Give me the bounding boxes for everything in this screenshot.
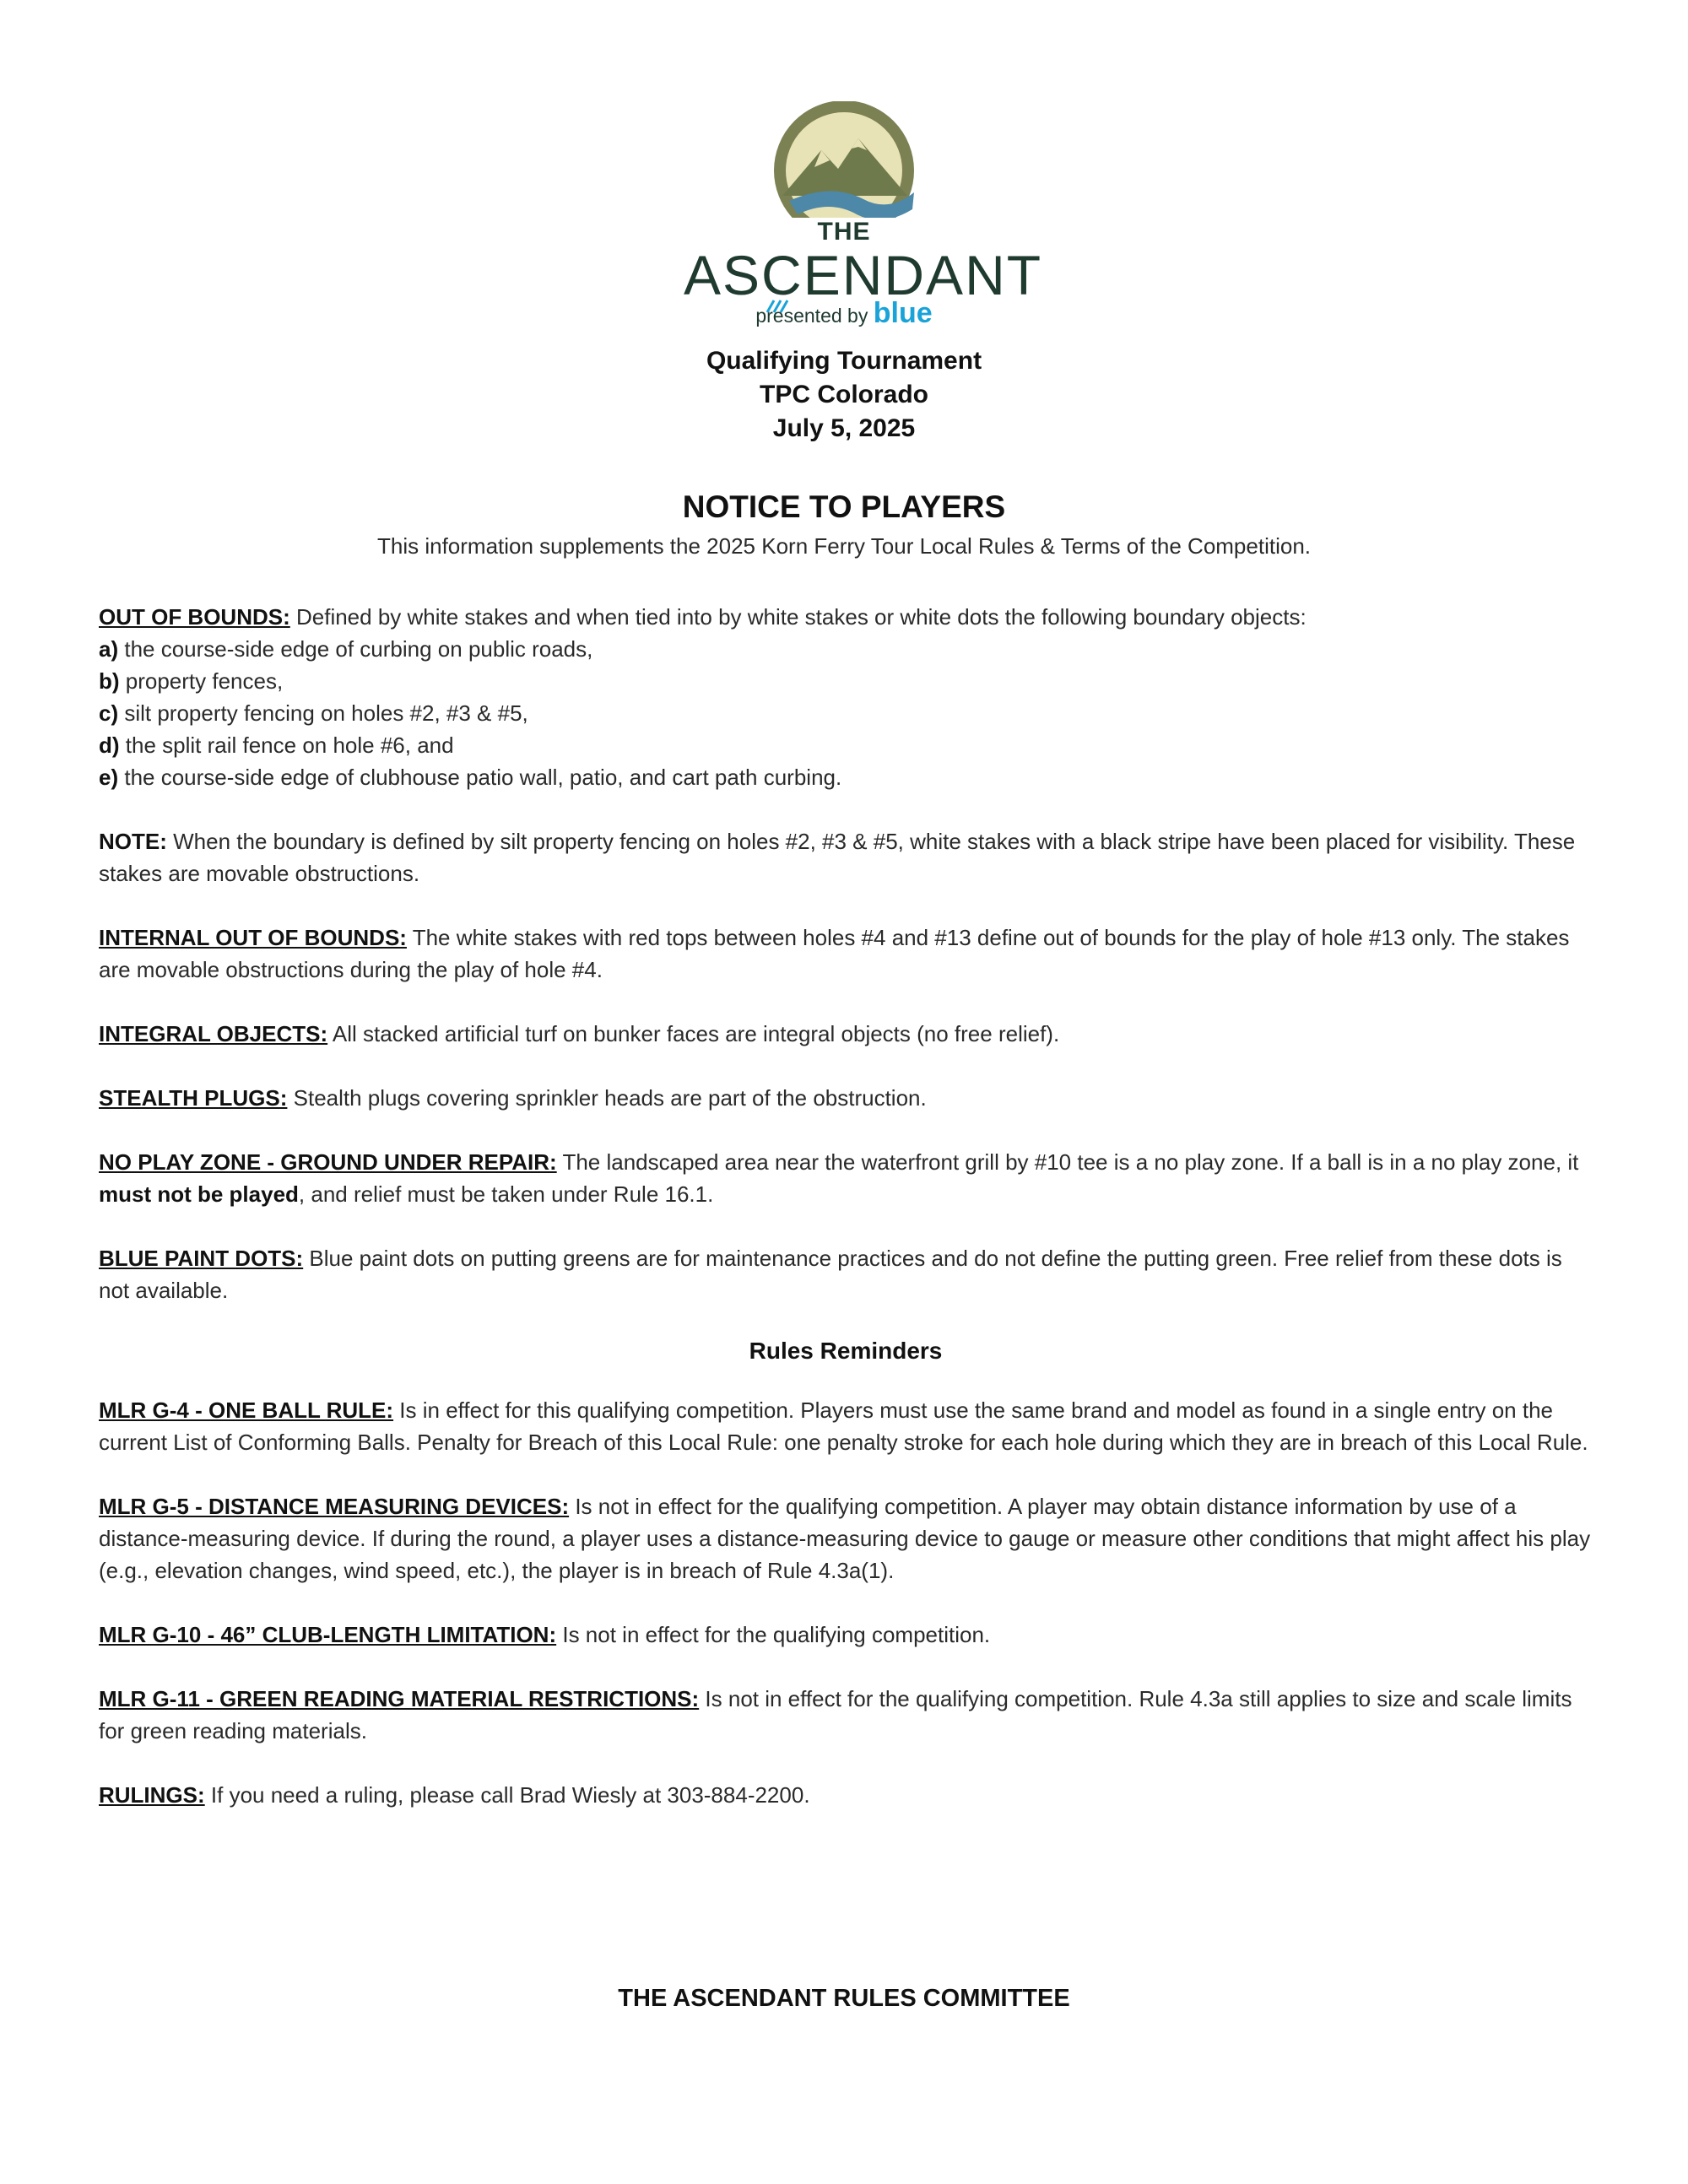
event-date: July 5, 2025: [772, 414, 916, 442]
list-item: [99, 633, 1593, 665]
list-text: silt property fencing on holes #2, #3 & #5,: [118, 700, 528, 726]
list-text: property fences,: [119, 668, 284, 694]
g5-label: MLR G-5 - DISTANCE MEASURING DEVICES:: [99, 1494, 570, 1519]
list-item: [99, 665, 1593, 697]
list-item: [99, 761, 1593, 793]
internal-oob-text: The white stakes with red tops between holes #4 and #13 define out of bounds for the play of hole #13 only. The stakes are movable obstructions during the play of hole #4.: [99, 925, 1570, 982]
logo-name-text: ASCENDANT: [684, 244, 1043, 306]
committee-signature: THE ASCENDANT RULES COMMITTEE: [618, 1985, 1070, 2012]
no-play-text: The landscaped area near the waterfront grill by #10 tee is a no play zone. If a ball is in a no play zone, it: [556, 1149, 1579, 1175]
list-item: [99, 697, 1593, 729]
g11-section: [99, 1683, 1593, 1747]
g4-section: [99, 1394, 1593, 1458]
ascendant-logo: [684, 101, 1043, 333]
rulings-section: [99, 1779, 1593, 1811]
presented-by-text: presented by: [755, 305, 868, 327]
oob-section: [99, 601, 1593, 633]
integral-label: INTEGRAL OBJECTS:: [99, 1021, 328, 1046]
g5-section: [99, 1490, 1593, 1587]
blue-dots-section: [99, 1242, 1593, 1306]
list-letter: a): [99, 636, 119, 662]
list-item: [99, 729, 1593, 761]
sponsor-blue-text: blue: [873, 297, 933, 329]
list-letter: b): [99, 668, 120, 694]
stealth-text: Stealth plugs covering sprinkler heads are part of the obstruction.: [287, 1085, 927, 1111]
list-letter: e): [99, 765, 119, 790]
no-play-text-end: , and relief must be taken under Rule 16.1.: [298, 1181, 714, 1207]
note-text: When the boundary is defined by silt property fencing on holes #2, #3 & #5, white stakes with a black stripe have been placed for visibility. These stakes are movable obstructions.: [99, 829, 1576, 886]
logo-presented-by: [684, 297, 1004, 330]
list-text: the course-side edge of clubhouse patio wall, patio, and cart path curbing.: [118, 765, 842, 790]
g11-text: Is not in effect for the qualifying competition. Rule 4.3a still applies to size and scale limits for green reading materials.: [99, 1686, 1572, 1743]
page-subtitle: This information supplements the 2025 Korn Ferry Tour Local Rules & Terms of the Competition.: [376, 533, 1311, 559]
oob-label: OUT OF BOUNDS:: [99, 604, 290, 630]
list-text: the split rail fence on hole #6, and: [119, 733, 454, 758]
g11-label: MLR G-11 - GREEN READING MATERIAL RESTRICTIONS:: [99, 1686, 700, 1711]
rulings-text: If you need a ruling, please call Brad Wiesly at 303-884-2200.: [204, 1782, 810, 1808]
internal-oob-label: INTERNAL OUT OF BOUNDS:: [99, 925, 407, 950]
rules-content: [99, 601, 1593, 1811]
sponsor-waves-icon: [764, 297, 793, 316]
no-play-label: NO PLAY ZONE - GROUND UNDER REPAIR:: [99, 1149, 557, 1175]
g4-label: MLR G-4 - ONE BALL RULE:: [99, 1397, 394, 1423]
blue-dots-label: BLUE PAINT DOTS:: [99, 1246, 304, 1271]
rules-reminders-heading: Rules Reminders: [749, 1338, 943, 1364]
g10-label: MLR G-10 - 46” CLUB-LENGTH LIMITATION:: [99, 1622, 557, 1647]
mountain-emblem-icon: [764, 101, 924, 228]
oob-text: Defined by white stakes and when tied into by white stakes or white dots the following boundary objects:: [289, 604, 1307, 630]
note-label: NOTE:: [99, 829, 167, 854]
event-venue: TPC Colorado: [760, 381, 928, 408]
page-title: NOTICE TO PLAYERS: [682, 489, 1006, 524]
integral-text: All stacked artificial turf on bunker faces are integral objects (no free relief).: [327, 1021, 1060, 1046]
no-play-emphasis: must not be played: [99, 1181, 299, 1207]
g5-text: Is not in effect for the qualifying competition. A player may obtain distance information by use of a distance-measuring device. If during the round, a player uses a distance-measuring device to gauge or measure other conditions that might affect his play (e.g., elevation changes, wind speed, etc.), the player is in breach of Rule 4.3a(1).: [99, 1494, 1591, 1583]
rulings-label: RULINGS:: [99, 1782, 205, 1808]
note-section: [99, 825, 1593, 889]
blue-dots-text: Blue paint dots on putting greens are for maintenance practices and do not define the putting green. Free relief from these dots is not available.: [99, 1246, 1562, 1303]
list-letter: c): [99, 700, 119, 726]
g4-text: Is in effect for this qualifying competition. Players must use the same brand and model as found in a single entry on the current List of Conforming Balls. Penalty for Breach of this Local Rule: one penalty stroke for each hole during which they are in breach of this Local Rule.: [99, 1397, 1588, 1455]
g10-text: Is not in effect for the qualifying competition.: [556, 1622, 991, 1647]
logo-the-text: THE: [817, 218, 871, 246]
stealth-label: STEALTH PLUGS:: [99, 1085, 288, 1111]
integral-section: [99, 1018, 1593, 1050]
internal-oob-section: [99, 922, 1593, 986]
event-header: [0, 344, 1688, 446]
no-play-section: [99, 1146, 1593, 1210]
list-letter: d): [99, 733, 120, 758]
event-name: Qualifying Tournament: [706, 347, 982, 375]
stealth-section: [99, 1082, 1593, 1114]
g10-section: [99, 1619, 1593, 1651]
list-text: the course-side edge of curbing on public roads,: [118, 636, 593, 662]
